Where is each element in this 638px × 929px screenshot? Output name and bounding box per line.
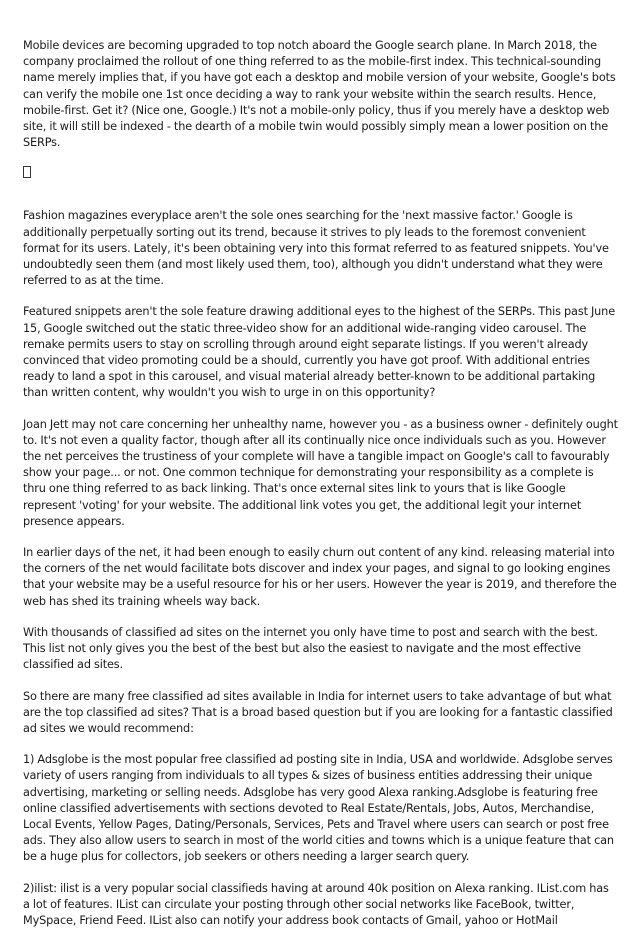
paragraph-mobile-first: Mobile devices are becoming upgraded to top notch aboard the Google search plane. In March 2018, the company proclaimed the rollout of one thing referred to as the mobile-first index. This technical-sounding name merely implies that, if you have got each a desktop and mobile version of your website, Google's bots can verify the mobile one 1st once deciding a way to rank your website within the search results. Hence, mobile-first. Get it? (Nice one, Google.) It's not a mobile-only policy, thus if you merely have a desktop web site, it will still be indexed - the dearth of a mobile twin would possibly simply mean a lower position on the SERPs.: [23, 39, 616, 150]
paragraph-video-carousel: Featured snippets aren't the sole feature drawing additional eyes to the highest of the SERPs. This past June 15, Google switched out the static three-video show for an additional wide-ranging video carousel. The remake permits users to stay on scrolling through around eight separate listings. If you weren't already convinced that video promoting could be a should, currently you have got proof. With additional entries ready to land a spot in this carousel, and visual material already better-known to be additional partaking than written content, why wouldn't you wish to urge in on this opportunity?: [23, 305, 615, 400]
missing-glyph-icon: [23, 166, 31, 178]
paragraph-ilist: 2)ilist: ilist is a very popular social classifieds having at around 40k position on Alexa ranking. IList.com has a lot of features. IList can circulate your posting through other social networks like FaceBook, twitter, MySpace, Friend Feed. IList also can notify your address book contacts of Gmail, yahoo or HotMail: [23, 881, 609, 927]
paragraph-adsglobe: 1) Adsglobe is the most popular free classified ad posting site in India, USA and worldwide. Adsglobe serves variety of users ranging from individuals to all types & sizes of business entities addressing their unique advertising, marketing or selling needs. Adsglobe has very good Alexa ranking.Adsglobe is featuring free online classified advertisements with sections devoted to Real Estate/Rentals, Jobs, Autos, Merchandise, Local Events, Yellow Pages, Dating/Personals, Services, Pets and Travel where users can search or post free ads. They also allow users to search in most of the world cities and towns which is a unique feature that can be a huge plus for collectors, job seekers or others needing a larger search query.: [23, 753, 614, 864]
paragraph-earlier-days: In earlier days of the net, it had been enough to easily churn out content of any kind. releasing material into the corners of the net would facilitate bots discover and index your pages, and signal to go looking engines that your website may be a useful resource for his or her users. However the year is 2019, and therefore the web has shed its training wheels way back.: [23, 546, 617, 608]
paragraph-back-linking: Joan Jett may not care concerning her unhealthy name, however you - as a business owner - definitely ought to. It's not even a quality factor, though after all its continually nice once individuals such as you. However the net perceives the trustiness of your complete will have a tangible impact on Google's call to favourably show your page... or not. One common technique for demonstrating your responsibility as a complete is thru one thing referred to as back linking. That's once external sites link to yours that is like Google represent 'voting' for your website. The additional link votes you get, the additional legit your internet presence appears.: [23, 417, 618, 528]
paragraph-classified-intro: With thousands of classified ad sites on the internet you only have time to post and search with the best. This list not only gives you the best of the best but also the easiest to navigate and the most effective classified ad sites.: [23, 625, 598, 672]
paragraph-featured-snippets: Fashion magazines everyplace aren't the sole ones searching for the 'next massive factor.' Google is additionally perpetually sorting out its trend, because it strives to ply leads to the foremost convenient format for its users. Lately, it's been obtaining very into this format referred to as featured snippets. You've undoubtedly seen them (and most likely used them, too), although you didn't understand what they were referred to as at the time.: [23, 209, 609, 288]
paragraph-classified-question: So there are many free classified ad sites available in India for internet users to take advantage of but what are the top classified ad sites? That is a broad based question but if you are looking for a fantastic classified ad sites we would recommend:: [23, 689, 613, 735]
